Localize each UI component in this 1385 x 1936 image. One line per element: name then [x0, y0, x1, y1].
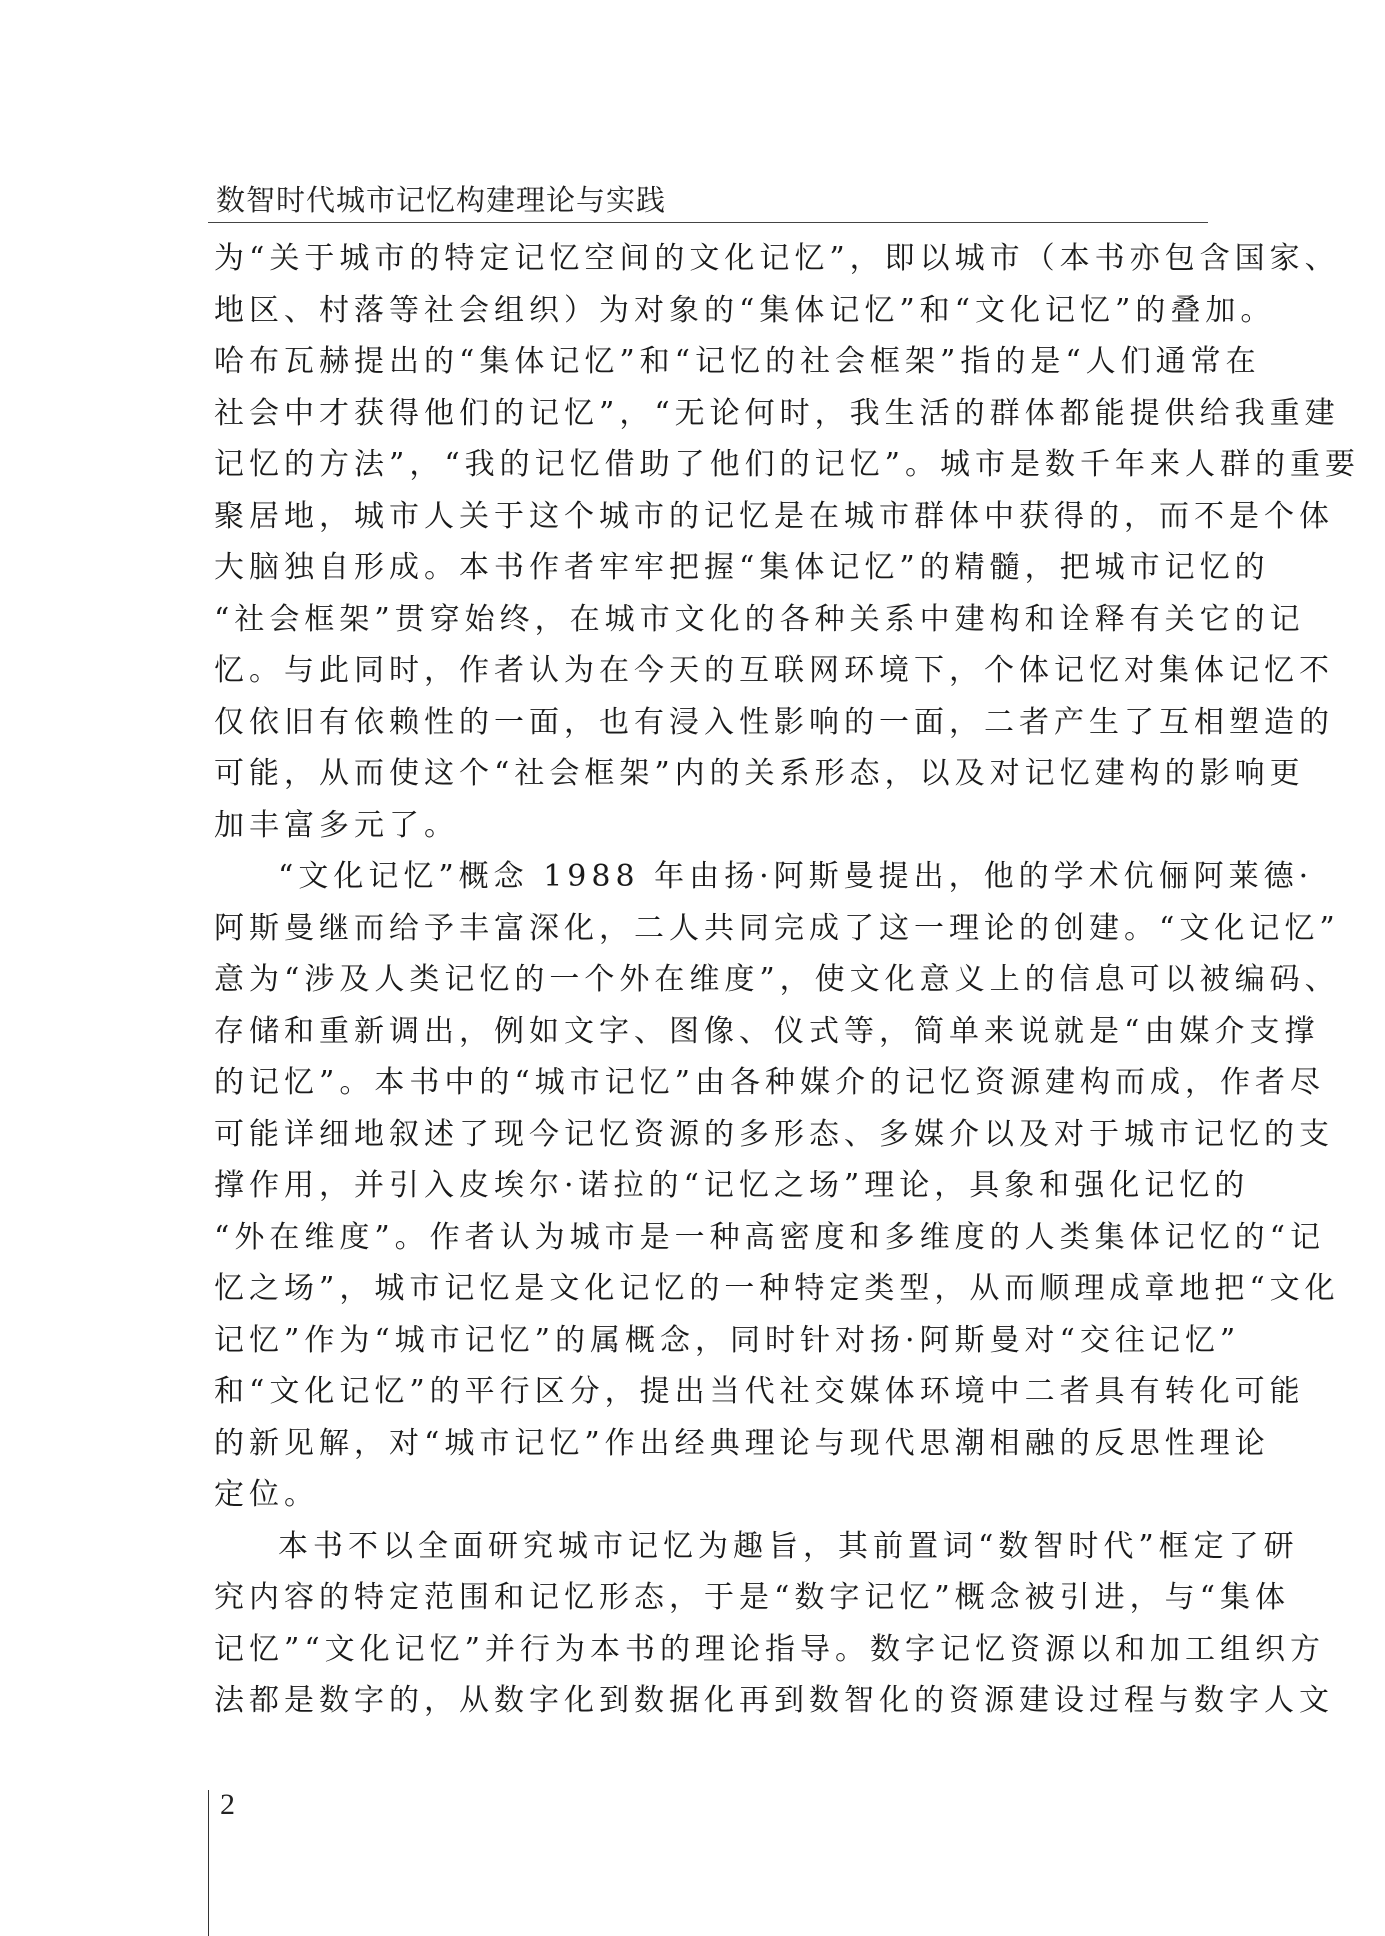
text-line: 法都是数字的，从数字化到数据化再到数智化的资源建设过程与数字人文 [214, 1683, 1334, 1718]
running-head-title: 数智时代城市记忆构建理论与实践 [216, 183, 667, 217]
text-line: 和“文化记忆”的平行区分，提出当代社交媒体环境中二者具有转化可能 [214, 1374, 1305, 1409]
text-line: 忆。与此同时，作者认为在今天的互联网环境下，个体记忆对集体记忆不 [214, 653, 1334, 688]
text-line: 存储和重新调出，例如文字、图像、仪式等，简单来说就是“由媒介支撑 [214, 1013, 1320, 1049]
text-line: 记忆的方法”，“我的记忆借助了他们的记忆”。城市是数千年来人群的重要 [214, 447, 1361, 482]
text-line: 究内容的特定范围和记忆形态，于是“数字记忆”概念被引进，与“集体 [214, 1580, 1291, 1615]
page-number: 2 [220, 1788, 235, 1821]
text-line: 撑作用，并引入皮埃尔·诺拉的“记忆之场”理论，具象和强化记忆的 [214, 1168, 1250, 1203]
text-line: 阿斯曼继而给予丰富深化，二人共同完成了这一理论的创建。“文化记忆” [214, 910, 1340, 946]
text-line: 本书不以全面研究城市记忆为趣旨，其前置词“数智时代”框定了研 [278, 1528, 1299, 1564]
text-line: 定位。 [214, 1477, 319, 1512]
text-line: “文化记忆”概念 1988 年由扬·阿斯曼提出，他的学术伉俪阿莱德· [278, 859, 1314, 894]
text-line: 记忆”“文化记忆”并行为本书的理论指导。数字记忆资源以和加工组织方 [214, 1631, 1326, 1667]
header-rule [208, 222, 1208, 223]
text-line: “社会框架”贯穿始终，在城市文化的各种关系中建构和诠释有关它的记 [214, 601, 1305, 637]
text-line: “外在维度”。作者认为城市是一种高密度和多维度的人类集体记忆的“记 [214, 1219, 1326, 1255]
text-line: 的记忆”。本书中的“城市记忆”由各种媒介的记忆资源建构而成，作者尽 [214, 1065, 1326, 1100]
body-text [214, 233, 1361, 1727]
text-line: 忆之场”，城市记忆是文化记忆的一种特定类型，从而顺理成章地把“文化 [214, 1271, 1340, 1306]
text-line: 意为“涉及人类记忆的一个外在维度”，使文化意义上的信息可以被编码、 [214, 962, 1340, 997]
text-line: 为“关于城市的特定记忆空间的文化记忆”，即以城市（本书亦包含国家、 [214, 241, 1340, 276]
text-line: 加丰富多元了。 [214, 807, 459, 843]
text-line: 可能，从而使这个“社会框架”内的关系形态，以及对记忆建构的影响更 [214, 756, 1305, 791]
text-line: 可能详细地叙述了现今记忆资源的多形态、多媒介以及对于城市记忆的支 [214, 1116, 1334, 1152]
text-line: 记忆”作为“城市记忆”的属概念，同时针对扬·阿斯曼对“交往记忆” [214, 1322, 1241, 1358]
text-line: 聚居地，城市人关于这个城市的记忆是在城市群体中获得的，而不是个体 [214, 498, 1334, 534]
text-line: 社会中才获得他们的记忆”，“无论何时，我生活的群体都能提供给我重建 [214, 395, 1340, 431]
text-line: 仅依旧有依赖性的一面，也有浸入性影响的一面，二者产生了互相塑造的 [214, 704, 1334, 740]
text-line: 的新见解，对“城市记忆”作出经典理论与现代思潮相融的反思性理论 [214, 1425, 1270, 1461]
text-line: 大脑独自形成。本书作者牢牢把握“集体记忆”的精髓，把城市记忆的 [214, 550, 1270, 585]
text-line: 哈布瓦赫提出的“集体记忆”和“记忆的社会框架”指的是“人们通常在 [214, 344, 1261, 379]
text-line: 地区、村落等社会组织）为对象的“集体记忆”和“文化记忆”的叠加。 [214, 292, 1276, 328]
footer-rule [208, 1790, 209, 1936]
